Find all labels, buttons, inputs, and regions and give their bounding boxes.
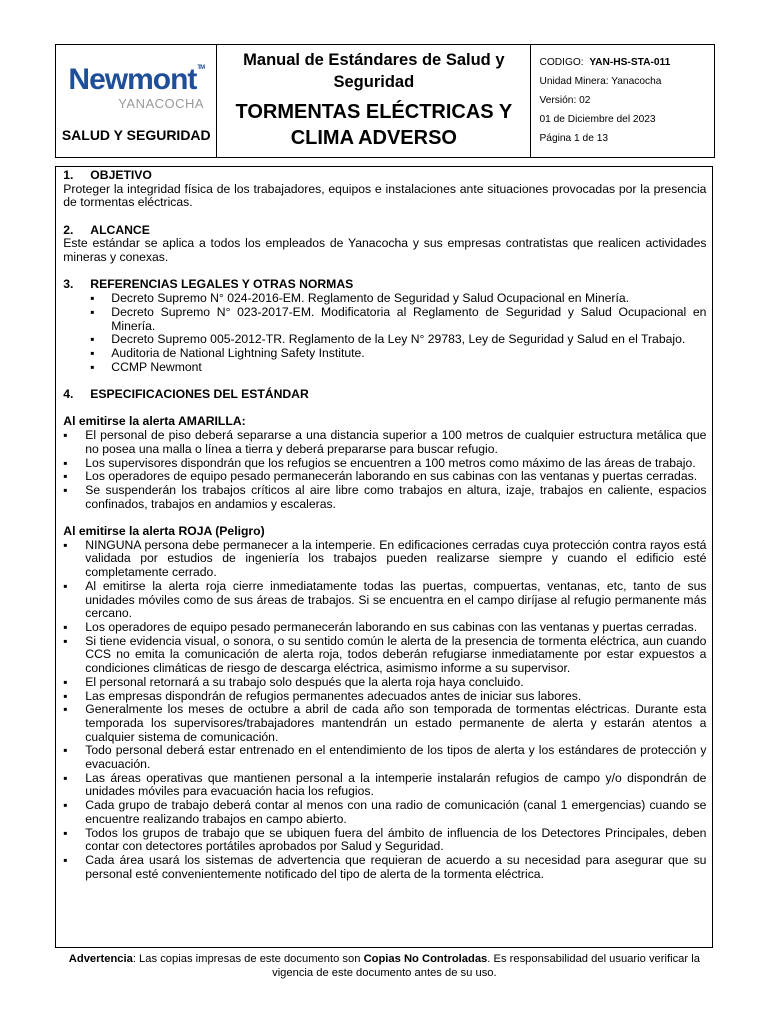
manual-title: Manual de Estándares de Salud y Seguridad <box>243 51 505 92</box>
logo-subtitle: YANACOCHA <box>118 95 205 111</box>
department-label: SALUD Y SEGURIDAD <box>61 126 211 143</box>
document-code: CODIGO: YAN-HS-STA-011 <box>539 57 671 69</box>
section-heading-referencias: 3. REFERENCIAS LEGALES Y OTRAS NORMAS <box>63 277 354 292</box>
list-item: ▪ Todos los grupos de trabajo que se ubiquen fuera del ámbito de influencia de los Detectores Principales, deben contar con detectores portátiles aprobados por Salud y Seguridad. <box>63 827 706 854</box>
title-cell <box>217 45 531 157</box>
uncontrolled-copy-warning: Advertencia: Las copias impresas de este documento son Copias No Controladas. Es responsabilidad del usuario verificar la vigencia de este documento antes de su uso. <box>68 953 700 980</box>
page-number: Página 1 de 13 <box>539 133 609 145</box>
section-heading-objetivo: 1. OBJETIVO <box>63 167 152 182</box>
section-heading-especificaciones: 4. ESPECIFICACIONES DEL ESTÁNDAR <box>63 387 309 402</box>
section-heading-alcance: 2. ALCANCE <box>63 222 150 237</box>
list-item: ▪ NINGUNA persona debe permanecer a la intemperie. En edificaciones cerradas cuya protección contra rayos está validada por estudios de ingeniería los trabajos pueden realizarse siempre y cuando el edificio esté completamente cerrado. <box>63 539 706 580</box>
list-item: ▪ Generalmente los meses de octubre a abril de cada año son temporada de tormentas eléctricas. Durante esta temporada los supervisores/trabajadores mantendrán un estado permanente de alerta y estarán atentos a cualquier sistema de comunicación. <box>63 703 706 744</box>
logo-wordmark: Newmont <box>68 62 197 96</box>
section-text-objetivo: Proteger la integridad física de los trabajadores, equipos e instalaciones ante situaciones provocadas por la presencia de tormentas eléctricas. <box>63 181 707 210</box>
list-item: ▪ Si tiene evidencia visual, o sonora, o su sentido común le alerta de la presencia de tormenta eléctrica, aun cuando CCS no emita la comunicación de alerta roja, todos deberán refugiarse inmediatamente por estar expuestos a condiciones climáticas de riesgo de descarga eléctrica, asimismo informe a su supervisor. <box>63 635 706 676</box>
list-item: ▪ Cada área usará los sistemas de advertencia que requieran de acuerdo a su necesidad para asegurar que su personal esté convenientemente notificado del tipo de alerta de la tormenta eléctrica. <box>63 854 706 881</box>
document-version: Versión: 02 <box>539 95 591 107</box>
red-alert-heading: Al emitirse la alerta ROJA (Peligro) <box>63 524 265 539</box>
list-item: ▪ Las áreas operativas que mantienen personal a la intemperie instalarán refugios de campo y/o dispondrán de unidades móviles para evacuación hacia los refugios. <box>63 772 706 799</box>
list-item: ▪ Al emitirse la alerta roja cierre inmediatamente todas las puertas, compuertas, ventanas, etc, tanto de sus unidades móviles como de sus áreas de trabajos. Si se encuentra en el campo diríjase al refugio permanente más cercano. <box>63 580 706 621</box>
list-item: ▪ Decreto Supremo N° 024-2016-EM. Reglamento de Seguridad y Salud Ocupacional en Minería. <box>90 292 706 306</box>
mining-unit: Unidad Minera: Yanacocha <box>539 76 662 88</box>
document-body <box>55 166 713 948</box>
document-info-cell <box>531 45 714 157</box>
section-text-alcance: Este estándar se aplica a todos los empleados de Yanacocha y sus empresas contratistas que realicen actividades mineras y conexas. <box>63 236 707 265</box>
list-item: ▪ El personal de piso deberá separarse a una distancia superior a 100 metros de cualquier estructura metálica que no posea una malla o línea a tierra y deberá prepararse para buscar refugio. <box>63 429 706 456</box>
list-item: ▪ CCMP Newmont <box>90 361 706 375</box>
logo-cell <box>56 45 217 157</box>
list-item: ▪ Los operadores de equipo pesado permanecerán laborando en sus cabinas con las ventanas y puertas cerradas. <box>63 621 706 635</box>
references-list <box>63 292 706 374</box>
list-item: ▪ Se suspenderán los trabajos críticos al aire libre como trabajos en altura, izaje, trabajos en caliente, espacios confinados, trabajos en andamios y escaleras. <box>63 484 706 511</box>
list-item: ▪ Todo personal deberá estar entrenado en el entendimiento de los tipos de alerta y los estándares de protección y evacuación. <box>63 744 706 771</box>
list-item: ▪ Auditoria de National Lightning Safety Institute. <box>90 347 706 361</box>
list-item: ▪ Decreto Supremo 005-2012-TR. Reglamento de la Ley N° 29783, Ley de Seguridad y Salud en el Trabajo. <box>90 333 706 347</box>
list-item: ▪ Las empresas dispondrán de refugios permanentes adecuados antes de iniciar sus labores. <box>63 690 706 704</box>
list-item: ▪ Los supervisores dispondrán que los refugios se encuentren a 100 metros como máximo de las áreas de trabajo. <box>63 457 706 471</box>
yellow-alert-heading: Al emitirse la alerta AMARILLA: <box>63 414 246 429</box>
list-item: ▪ Cada grupo de trabajo deberá contar al menos con una radio de comunicación (canal 1 emergencias) cuando se encuentre realizando trabajos en campo abierto. <box>63 799 706 826</box>
list-item: ▪ Decreto Supremo N° 023-2017-EM. Modificatoria al Reglamento de Seguridad y Salud Ocupacional en Minería. <box>90 306 706 333</box>
document-header <box>55 44 715 158</box>
newmont-logo: Newmont TM YANACOCHA <box>68 62 205 111</box>
list-item: ▪ El personal retornará a su trabajo solo después que la alerta roja haya concluido. <box>63 676 706 690</box>
document-title: TORMENTAS ELÉCTRICAS Y CLIMA ADVERSO <box>235 101 513 149</box>
document-date: 01 de Diciembre del 2023 <box>539 114 656 126</box>
yellow-alert-list <box>63 429 706 511</box>
list-item: ▪ Los operadores de equipo pesado permanecerán laborando en sus cabinas con las ventanas y puertas cerradas. <box>63 470 706 484</box>
red-alert-list <box>63 539 706 882</box>
